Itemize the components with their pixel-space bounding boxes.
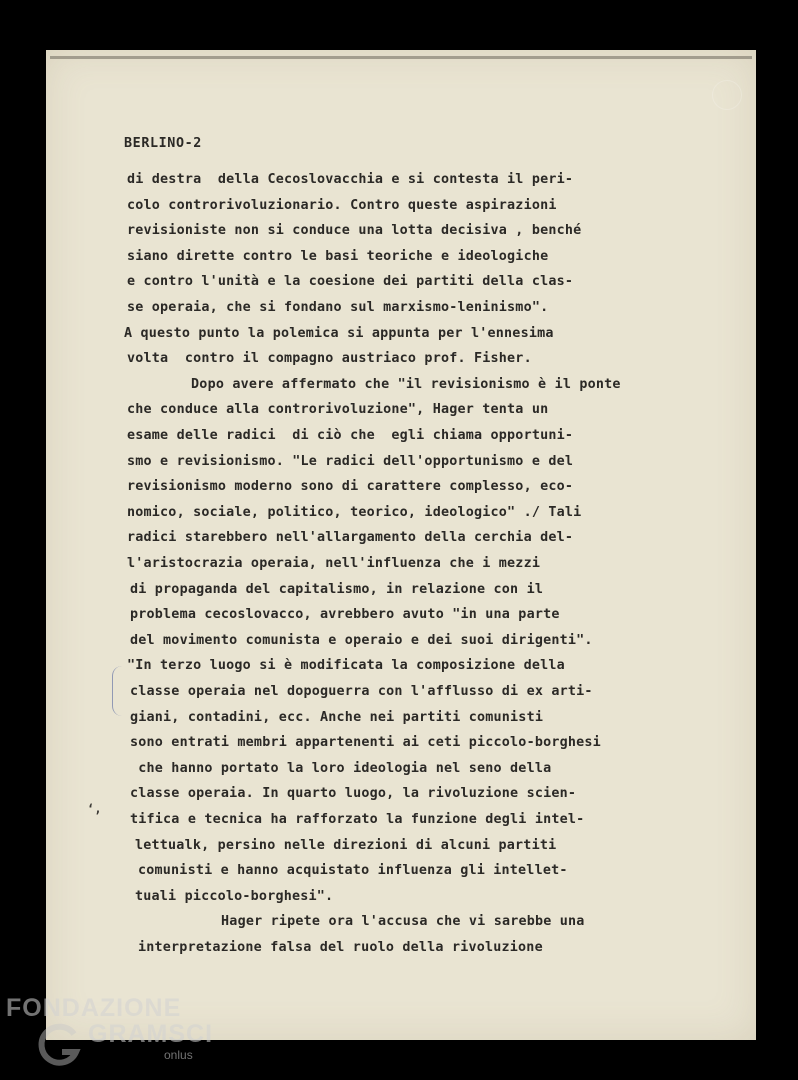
watermark-line-1: FONDAZIONE [6,994,182,1022]
text-line: che hanno portato la loro ideologia nel seno della [130,760,552,776]
text-line: radici starebbero nell'allargamento della cerchia del- [127,530,574,546]
text-line: A questo punto la polemica si appunta per l'ennesima [124,325,554,341]
text-line: Dopo avere affermato che "il revisionismo è il ponte [158,376,621,392]
document-page [46,50,756,1040]
text-line: colo controrivoluzionario. Contro queste aspirazioni [127,197,557,213]
fondazione-gramsci-watermark [6,990,214,1070]
text-line: classe operaia nel dopoguerra con l'afflusso di ex arti- [130,684,593,699]
page-header: BERLINO-2 [124,136,202,151]
text-line: del movimento comunista e operaio e dei suoi dirigenti". [130,632,593,648]
text-line: revisioniste non si conduce una lotta decisiva , benché [127,223,582,239]
text-line: smo e revisionismo. "Le radici dell'opportunismo e del [127,453,574,469]
text-line: di propaganda del capitalismo, in relazione con il [130,581,544,597]
text-line: volta contro il compagno austriaco prof. Fisher. [127,351,532,367]
text-line: e contro l'unità e la coesione dei partiti della clas- [127,274,574,290]
text-line: "In terzo luogo si è modificata la composizione della [127,658,565,674]
text-line: revisionismo moderno sono di carattere complesso, eco- [127,479,574,495]
text-line: esame delle radici di ciò che egli chiama opportuni- [127,428,574,443]
text-line: sono entrati membri appartenenti ai ceti piccolo-borghesi [130,735,601,751]
text-line: problema cecoslovacco, avrebbero avuto "in una parte [130,607,560,623]
text-line: Hager ripete ora l'accusa che vi sarebbe una [188,914,585,930]
handwritten-margin-bracket [112,666,123,716]
watermark-line-2: GRAMSCI [88,1020,214,1048]
typewritten-text [46,50,756,1040]
text-line: classe operaia. In quarto luogo, la rivoluzione scien- [130,786,577,802]
text-line: interpretazione falsa del ruolo della rivoluzione [138,940,543,955]
text-line: di destra della Cecoslovacchia e si contesta il peri- [127,172,574,187]
text-line: che conduce alla controrivoluzione", Hager tenta un [127,402,549,418]
text-line: siano dirette contro le basi teoriche e ideologiche [127,248,549,264]
text-line: tifica e tecnica ha rafforzato la funzione degli intel- [130,812,585,827]
text-line: tuali piccolo-borghesi". [135,888,334,904]
text-line: l'aristocrazia operaia, nell'influenza che i mezzi [127,556,541,571]
margin-mark: ʻ, [87,802,102,816]
watermark-line-3: onlus [164,1048,193,1062]
watermark-g-logo-icon [34,1020,84,1070]
text-line: comunisti e hanno acquistato influenza gli intellet- [138,863,568,879]
text-line: giani, contadini, ecc. Anche nei partiti comunisti [130,709,544,725]
text-line: lettualk, persino nelle direzioni di alcuni partiti [135,837,557,853]
text-line: nomico, sociale, politico, teorico, ideologico" ./ Tali [127,504,582,520]
text-line: se operaia, che si fondano sul marxismo-leninismo". [127,300,549,315]
